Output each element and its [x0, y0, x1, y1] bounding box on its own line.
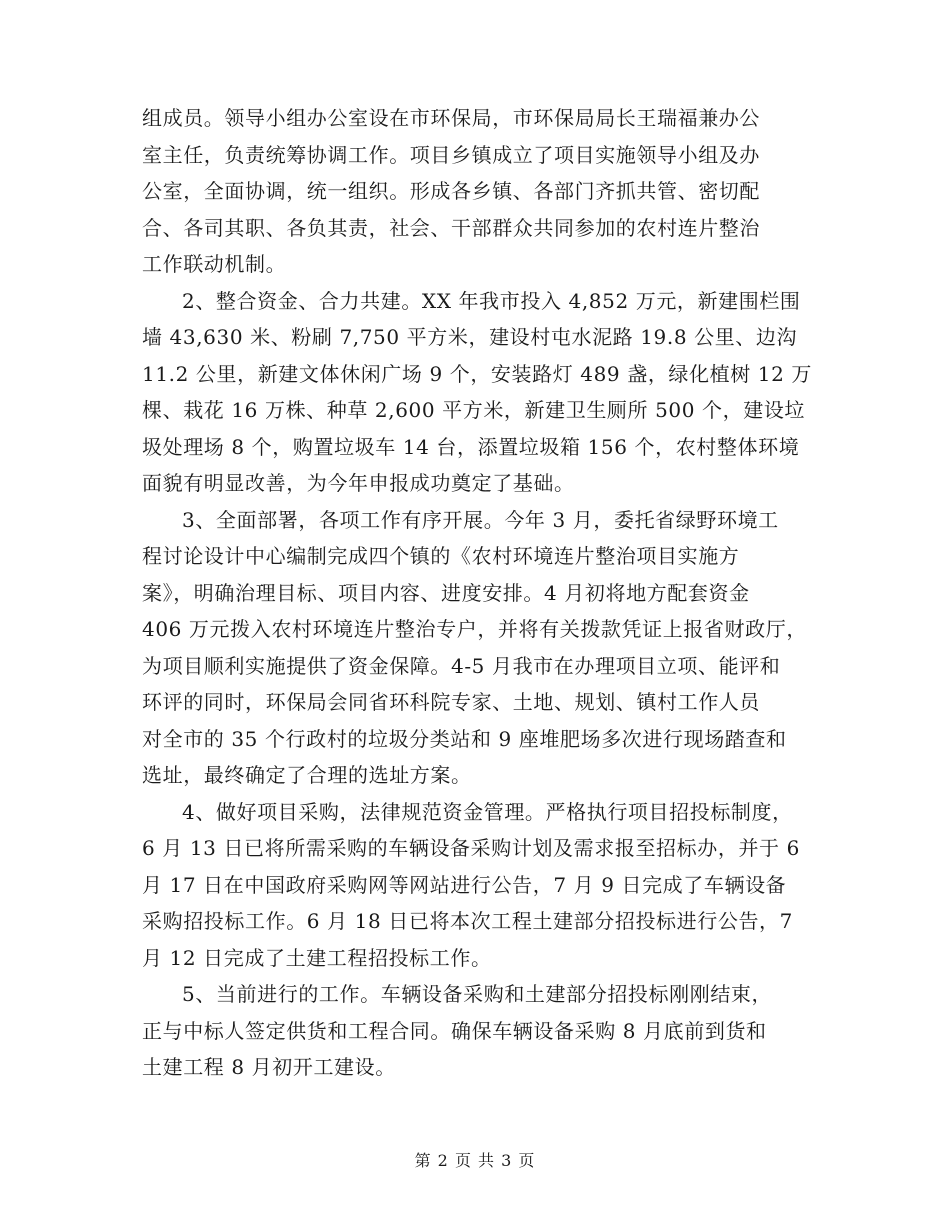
text-line: 月 12 日完成了土建工程招投标工作。 [142, 945, 492, 970]
paragraph-3 [142, 502, 812, 794]
text-line: 采购招投标工作。6 月 18 日已将本次工程土建部分招投标进行公告，7 [142, 909, 793, 933]
paragraph-1 [142, 100, 812, 283]
text-line: 墙 43,630 米、粉刷 7,750 平方米，建设村屯水泥路 19.8 公里、边沟 [142, 325, 798, 349]
text-line: 2、整合资金、合力共建。XX 年我市投入 4,852 万元，新建围栏围 [182, 288, 801, 313]
document-body [142, 100, 812, 1086]
text-line: 公室，全面协调，统一组织。形成各乡镇、各部门齐抓共管、密切配 [142, 179, 760, 203]
text-line: 环评的同时，环保局会同省环科院专家、土地、规划、镇村工作人员 [142, 690, 760, 714]
text-line: 406 万元拨入农村环境连片整治专户，并将有关拨款凭证上报省财政厅， [142, 617, 807, 641]
text-line: 组成员。领导小组办公室设在市环保局，市环保局局长王瑞福兼办公 [142, 106, 760, 130]
text-line: 工作联动机制。 [142, 252, 287, 276]
text-line: 正与中标人签定供货和工程合同。确保车辆设备采购 8 月底前到货和 [142, 1018, 767, 1043]
text-line: 合、各司其职、各负其责，社会、干部群众共同参加的农村连片整治 [142, 215, 760, 240]
text-line: 案》，明确治理目标、项目内容、进度安排。4 月初将地方配套资金 [142, 580, 750, 605]
text-line: 圾处理场 8 个，购置垃圾车 14 台，添置垃圾箱 156 个，农村整体环境 [142, 434, 800, 459]
text-line: 5、当前进行的工作。车辆设备采购和土建部分招投标刚刚结束， [182, 982, 773, 1006]
text-line: 面貌有明显改善，为今年申报成功奠定了基础。 [142, 471, 575, 495]
paragraph-4 [142, 794, 812, 977]
text-line: 3、全面部署，各项工作有序开展。今年 3 月，委托省绿野环境工 [182, 507, 779, 532]
text-line: 室主任，负责统筹协调工作。项目乡镇成立了项目实施领导小组及办 [142, 142, 760, 167]
text-line: 土建工程 8 月初开工建设。 [142, 1055, 396, 1079]
text-line: 为项目顺利实施提供了资金保障。4-5 月我市在办理项目立项、能评和 [142, 653, 781, 678]
text-line: 月 17 日在中国政府采购网等网站进行公告，7 月 9 日完成了车辆设备 [142, 872, 787, 897]
text-line: 6 月 13 日已将所需采购的车辆设备采购计划及需求报至招标办，并于 6 [142, 836, 800, 860]
text-line: 选址，最终确定了合理的选址方案。 [142, 763, 472, 787]
text-line: 棵、栽花 16 万株、种草 2,600 平方米，新建卫生厕所 500 个，建设垃 [142, 398, 806, 422]
text-line: 4、做好项目采购，法律规范资金管理。严格执行项目招投标制度， [182, 799, 793, 824]
paragraph-5 [142, 976, 812, 1086]
text-line: 程讨论设计中心编制完成四个镇的《农村环境连片整治项目实施方 [142, 544, 740, 568]
paragraph-2 [142, 283, 812, 502]
text-line: 对全市的 35 个行政村的垃圾分类站和 9 座堆肥场多次进行现场踏查和 [142, 726, 787, 751]
text-line: 11.2 公里，新建文体休闲广场 9 个，安装路灯 489 盏，绿化植树 12 万 [142, 361, 812, 386]
page-number-footer: 第 2 页 共 3 页 [414, 1151, 536, 1170]
